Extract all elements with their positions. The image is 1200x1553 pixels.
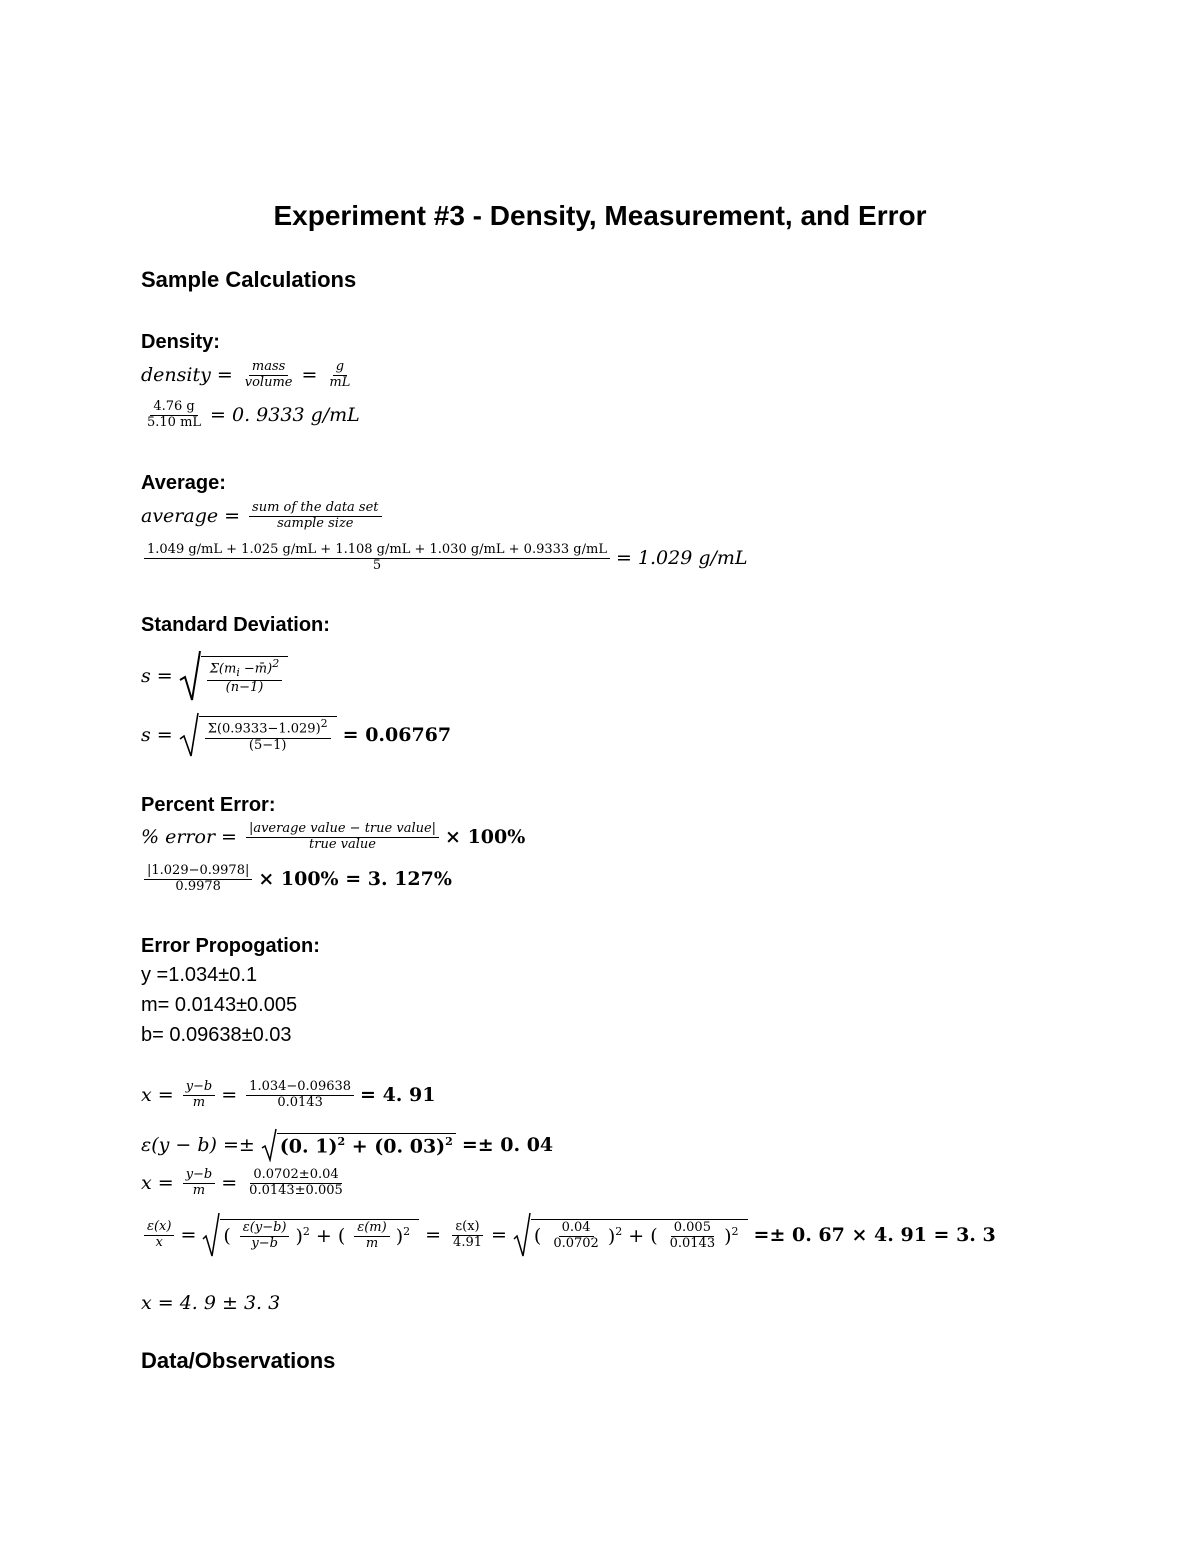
stdev-calc-fraction: [205, 718, 331, 753]
fraction-denominator: 0.0702: [553, 1235, 599, 1251]
density-heading: Density:: [141, 331, 220, 353]
section-heading-sample-calculations: Sample Calculations: [141, 267, 357, 292]
square-root: [179, 712, 337, 758]
error-y-minus-b: [141, 1128, 559, 1162]
open-paren: (: [533, 1225, 542, 1247]
fraction-denominator: m: [365, 1235, 379, 1251]
fraction-numerator-rest: −m̄): [239, 661, 273, 677]
density-lhs: density: [141, 364, 211, 387]
square-root: [179, 650, 289, 702]
percent-error-result: × 100% = 3. 127%: [258, 868, 452, 891]
error-m-ratio: [354, 1221, 389, 1252]
equals-sign: =: [301, 364, 318, 387]
percent-error-formula: [141, 822, 531, 853]
superscript: 2: [320, 717, 328, 731]
superscript: 2: [337, 1134, 346, 1148]
x-calculation: [141, 1080, 441, 1111]
fraction-denominator: 0.9978: [175, 878, 221, 894]
x-formula-fraction: [183, 1080, 216, 1111]
equals-sign: =: [224, 505, 241, 528]
average-calculation: [141, 543, 754, 574]
average-lhs: average: [141, 505, 219, 528]
percent-error-lhs: % error: [141, 826, 216, 849]
fraction-denominator: m: [192, 1094, 206, 1110]
fraction-numerator: mass: [249, 360, 288, 376]
close-paren: ): [607, 1225, 616, 1248]
fraction-numerator: ε(m): [354, 1221, 389, 1237]
close-paren: ): [724, 1225, 732, 1248]
fraction-numerator: y−b: [183, 1080, 216, 1096]
fraction-numerator: |1.029−0.9978|: [144, 864, 252, 880]
final-x-result: x = 4. 9 ± 3. 3: [141, 1292, 281, 1314]
x-uncertainty-fraction: [246, 1168, 346, 1199]
radical-sign-icon: [513, 1212, 531, 1258]
fraction-numerator: 4.76 g: [150, 400, 197, 416]
fraction-denominator: 0.0143±0.005: [249, 1182, 343, 1198]
percent-error-calc-fraction: [144, 864, 252, 895]
fraction-numerator: y−b: [183, 1168, 216, 1184]
radical-sign-icon: [202, 1212, 220, 1258]
stdev-heading: Standard Deviation:: [141, 614, 330, 636]
radical-sign-icon: [179, 712, 199, 758]
superscript: 2: [403, 1224, 411, 1238]
fraction-denominator: 0.0143: [669, 1235, 716, 1251]
equals-sign: =: [221, 826, 237, 849]
stdev-calc-lhs: s =: [141, 724, 173, 746]
times-100-percent: × 100%: [445, 826, 526, 849]
average-formula: [141, 501, 388, 532]
stdev-fraction: [207, 658, 283, 695]
m-value-line: m= 0.0143±0.005: [141, 994, 298, 1016]
square-root: [513, 1212, 748, 1258]
fraction-numerator: Σ(m: [209, 661, 237, 677]
open-paren: (: [337, 1225, 346, 1247]
x-lhs: x =: [141, 1172, 174, 1195]
fraction-denominator: 4.91: [453, 1234, 482, 1250]
fraction-denominator: y−b: [251, 1235, 278, 1251]
mass-over-volume: [242, 360, 296, 391]
fraction-denominator: sample size: [277, 515, 354, 531]
stdev-calculation: [141, 712, 457, 758]
g-over-ml: [326, 360, 353, 391]
open-paren: (: [223, 1225, 231, 1247]
x-formula-fraction: [183, 1168, 216, 1199]
fraction-denominator: 0.0143: [277, 1094, 323, 1110]
plus-sign: +: [351, 1135, 368, 1158]
density-calculation: [141, 400, 366, 431]
x-calc-fraction: [246, 1080, 354, 1111]
superscript: 2: [445, 1134, 453, 1148]
fraction-denominator: volume: [244, 374, 293, 390]
superscript: 2: [272, 657, 280, 671]
fraction-denominator: (5−1): [248, 737, 287, 753]
error-lhs: ε(y − b) =±: [141, 1134, 255, 1156]
fraction-numerator: 1.049 g/mL + 1.025 g/mL + 1.108 g/mL + 1.030 g/mL + 0.9333 g/mL: [144, 543, 610, 559]
fraction-denominator: 5: [372, 557, 382, 573]
density-calc-fraction: [144, 400, 204, 431]
fraction-numerator: |average value − true value|: [246, 822, 439, 838]
fraction-denominator: m: [192, 1182, 206, 1198]
ratio-0-005: [667, 1221, 719, 1252]
fraction-denominator: mL: [329, 374, 351, 390]
square-root: [202, 1212, 419, 1258]
fraction-numerator: 0.005: [671, 1221, 714, 1237]
x-with-uncertainty: [141, 1168, 352, 1199]
average-result: = 1.029 g/mL: [615, 547, 748, 570]
error-y-b-ratio: [240, 1221, 290, 1252]
equals-sign: =: [216, 364, 233, 387]
y-value-line: y =1.034±0.1: [141, 964, 258, 986]
equals-sign: =: [221, 1084, 238, 1107]
error-result: =± 0. 04: [461, 1134, 554, 1156]
x-result: = 4. 91: [360, 1084, 436, 1107]
page-title: Experiment #3 - Density, Measurement, and Error: [273, 200, 927, 231]
fraction-numerator: g: [333, 360, 347, 376]
relative-error-fraction: [144, 1220, 174, 1251]
open-paren: (: [650, 1225, 658, 1247]
equals-sign: =: [180, 1224, 197, 1246]
fraction-numerator: 0.04: [559, 1221, 594, 1237]
section-heading-data-observations: Data/Observations: [141, 1348, 336, 1373]
average-heading: Average:: [141, 472, 226, 494]
error-propagation-heading: Error Propogation:: [141, 935, 320, 957]
close-paren: ): [295, 1225, 303, 1248]
close-paren: ): [395, 1225, 404, 1248]
equals-sign: =: [221, 1172, 238, 1195]
fraction-denominator: (n−1): [225, 679, 264, 695]
fraction-numerator: ε(x): [452, 1220, 482, 1236]
ratio-0-04: [550, 1221, 602, 1252]
fraction-numerator: sum of the data set: [249, 501, 381, 517]
error-term-1: (0. 1): [279, 1135, 338, 1158]
density-result: = 0. 9333 g/mL: [210, 404, 360, 427]
fraction-numerator: Σ(0.9333−1.029): [207, 721, 321, 737]
error-term-2: (0. 03): [374, 1135, 446, 1158]
plus-sign: +: [628, 1225, 645, 1247]
stdev-lhs: s =: [141, 665, 173, 687]
b-value-line: b= 0.09638±0.03: [141, 1024, 292, 1046]
radical-sign-icon: [179, 650, 201, 702]
percent-error-calculation: [141, 864, 458, 895]
fraction-numerator: ε(y−b): [240, 1221, 290, 1237]
superscript: 2: [615, 1224, 623, 1238]
equals-sign: =: [491, 1224, 507, 1246]
equals-sign: =: [425, 1224, 442, 1246]
stdev-result: = 0.06767: [342, 724, 452, 746]
fraction-numerator: 1.034−0.09638: [246, 1080, 354, 1096]
percent-error-heading: Percent Error:: [141, 794, 276, 816]
fraction-denominator: x: [155, 1234, 163, 1250]
superscript: 2: [731, 1224, 739, 1238]
relative-error-result: =± 0. 67 × 4. 91 = 3. 3: [753, 1224, 996, 1246]
sum-over-size: [249, 501, 381, 532]
stdev-formula: [141, 650, 294, 702]
average-calc-fraction: [144, 543, 610, 574]
fraction-denominator: true value: [309, 836, 376, 852]
superscript: 2: [302, 1224, 310, 1238]
fraction-numerator: 0.0702±0.04: [250, 1168, 341, 1184]
x-lhs: x =: [141, 1084, 174, 1107]
percent-error-fraction: [246, 822, 439, 853]
fraction-denominator: 5.10 mL: [147, 414, 202, 430]
fraction-numerator: ε(x): [144, 1220, 174, 1236]
relative-error-fraction-2: [450, 1220, 485, 1251]
plus-sign: +: [315, 1225, 332, 1247]
subscript: i: [236, 666, 240, 680]
density-formula: [141, 360, 359, 391]
square-root: [261, 1128, 456, 1162]
relative-error-calculation: [141, 1212, 1002, 1258]
radical-sign-icon: [261, 1128, 277, 1162]
